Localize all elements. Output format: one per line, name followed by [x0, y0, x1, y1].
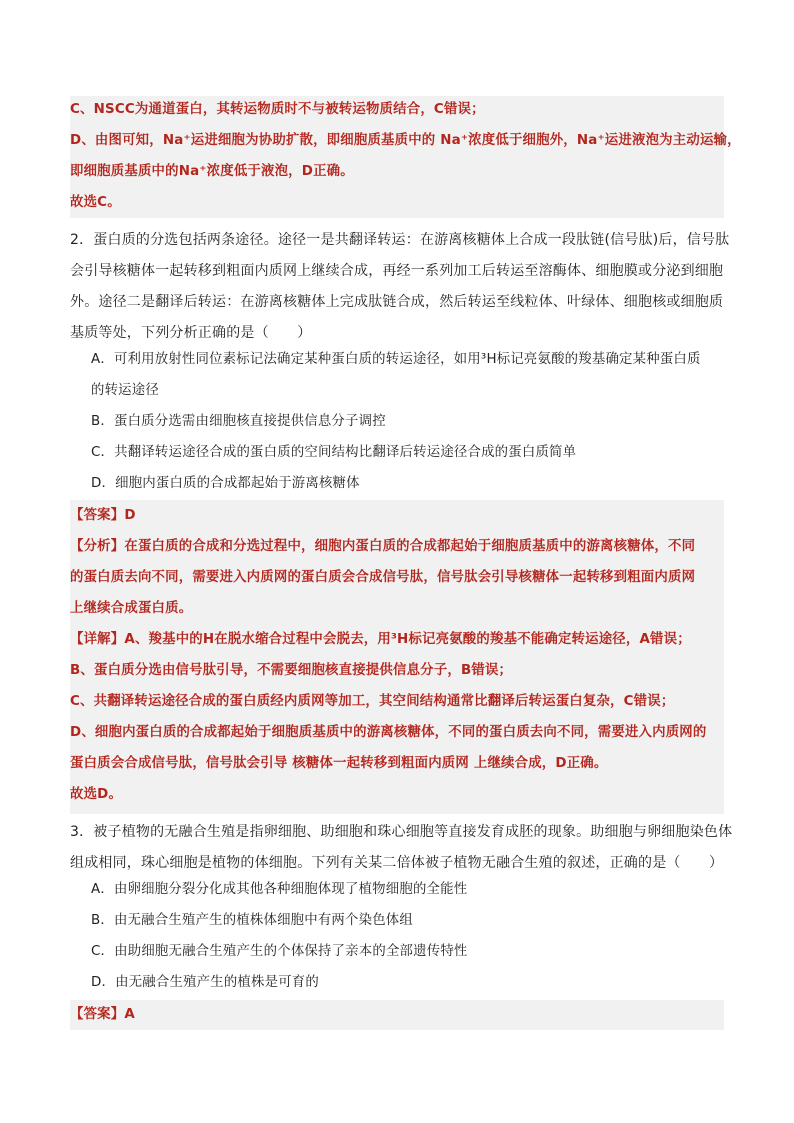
question-2-line-1: 2．蛋白质的分选包括两条途径。途径一是共翻译转运：在游离核糖体上合成一段肽链(信号肽)后，信号肽 [70, 232, 730, 248]
question-3-option-d: D．由无融合生殖产生的植株是可育的 [91, 975, 319, 990]
question-2-line-4: 基质等处，下列分析正确的是（ ） [70, 325, 312, 341]
detail-line-1 [70, 630, 724, 650]
analysis-line-3: 上继续合成蛋白质。 [70, 601, 193, 616]
detail-line-3: C、共翻译转运途径合成的蛋白质经内质网等加工，其空间结构通常比翻译后转运蛋白复杂，C错误； [70, 694, 675, 709]
question-3-option-b: B．由无融合生殖产生的植株体细胞中有两个染色体组 [91, 913, 413, 928]
question-2-option-a-line-2: 的转运途径 [91, 383, 159, 398]
question-2-option-c: C．共翻译转运途径合成的蛋白质的空间结构比翻译后转运途径合成的蛋白质简单 [91, 445, 577, 460]
question-2-solution-block [70, 500, 724, 814]
detail-label: 【详解】 [70, 632, 125, 647]
answer-continuation-block [70, 96, 741, 218]
question-2-option-a-line-1: A．可利用放射性同位素标记法确定某种蛋白质的转运途径，如用³H标记亮氨酸的羧基确定某种蛋白质 [91, 352, 701, 367]
question-3-line-2: 组成相同，珠心细胞是植物的体细胞。下列有关某二倍体被子植物无融合生殖的叙述，正确的是（ ） [70, 855, 724, 871]
explanation-line-d-1: D、由图可知，Na⁺运进细胞为协助扩散，即细胞质基质中的 Na⁺浓度低于细胞外，Na⁺运进液泡为主动运输， [70, 133, 741, 148]
analysis-line-2: 的蛋白质去向不同，需要进入内质网的蛋白质会合成信号肽，信号肽会引导核糖体一起转移到粗面内质网 [70, 570, 696, 585]
question-3-answer-label: 【答案】 [70, 1007, 125, 1022]
analysis-line-1 [70, 537, 724, 557]
answer-line [70, 506, 724, 526]
question-2-option-b: B．蛋白质分选需由细胞核直接提供信息分子调控 [91, 414, 386, 429]
explanation-line-d-2: 即细胞质基质中的Na⁺浓度低于液泡，D正确。 [70, 164, 354, 179]
answer-label: 【答案】 [70, 508, 125, 523]
question-2-line-2: 会引导核糖体一起转移到粗面内质网上继续合成，再经一系列加工后转运至溶酶体、细胞膜或分泌到细胞 [70, 263, 724, 279]
detail-text-1: A、羧基中的H在脱水缩合过程中会脱去，用³H标记亮氨酸的羧基不能确定转运途径，A错误； [124, 632, 691, 647]
question-3-answer-value: A [124, 1007, 135, 1022]
detail-line-4: D、细胞内蛋白质的合成都起始于细胞质基质中的游离核糖体，不同的蛋白质去向不同，需要进入内质网的 [70, 725, 707, 740]
conclusion-line: 故选C。 [70, 195, 121, 210]
detail-line-5: 蛋白质会合成信号肽，信号肽会引导 核糖体一起转移到粗面内质网 上继续合成，D正确。 [70, 756, 608, 771]
analysis-text-1: 在蛋白质的合成和分选过程中，细胞内蛋白质的合成都起始于细胞质基质中的游离核糖体，不同 [124, 539, 696, 554]
question-3-line-1: 3．被子植物的无融合生殖是指卵细胞、助细胞和珠心细胞等直接发育成胚的现象。助细胞与卵细胞染色体 [70, 824, 733, 840]
question-2-option-d: D．细胞内蛋白质的合成都起始于游离核糖体 [91, 476, 360, 491]
explanation-line-c: C、NSCC为通道蛋白，其转运物质时不与被转运物质结合，C错误； [70, 102, 485, 117]
question-3-answer-block [70, 1000, 724, 1030]
question-3-stem [70, 818, 733, 880]
question-3-option-a: A．由卵细胞分裂分化成其他各种细胞体现了植物细胞的全能性 [91, 882, 468, 897]
question-2-stem [70, 226, 730, 351]
question-2-conclusion: 故选D。 [70, 787, 123, 802]
analysis-label: 【分析】 [70, 539, 125, 554]
question-2-line-3: 外。途径二是翻译后转运：在游离核糖体上完成肽链合成，然后转运至线粒体、叶绿体、细胞核或细胞质 [70, 294, 724, 310]
detail-line-2: B、蛋白质分选由信号肽引导，不需要细胞核直接提供信息分子，B错误； [70, 663, 513, 678]
question-3-option-c: C．由助细胞无融合生殖产生的个体保持了亲本的全部遗传特性 [91, 944, 468, 959]
question-3-answer-line [70, 1005, 724, 1025]
answer-value: D [124, 508, 136, 523]
